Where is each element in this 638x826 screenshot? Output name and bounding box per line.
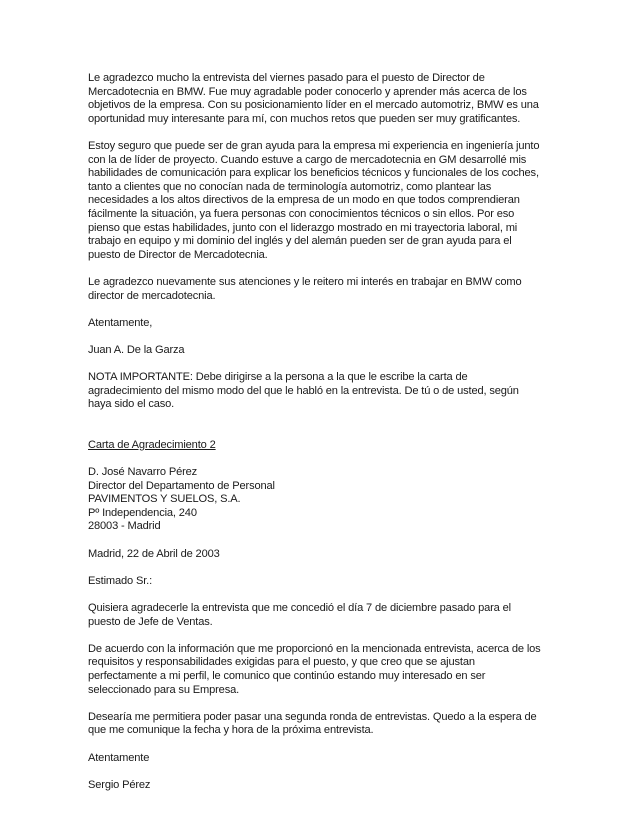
text-line: que me comunique la fecha y hora de la próxima entrevista.	[88, 724, 374, 737]
document-page	[88, 72, 566, 806]
section-heading: Carta de Agradecimiento 2	[88, 438, 216, 451]
address-line: D. José Navarro Pérez	[88, 466, 198, 479]
text-line: agradecimiento del mismo modo del que le habló en la entrevista. De tú o de usted, según	[88, 384, 519, 397]
text-line: Mercadotecnia en BMW. Fue muy agradable poder conocerlo y aprender más acerca de los	[88, 85, 527, 98]
text-line: pienso que estas habilidades, junto con el liderazgo mostrado en mi trayectoria laboral, mi	[88, 221, 518, 234]
salutation	[88, 575, 566, 589]
letter-date	[88, 548, 566, 562]
text-line: puesto de Jefe de Ventas.	[88, 615, 213, 628]
recipient-address	[88, 466, 566, 534]
text-line: trabajo en equipo y mi dominio del inglés y del alemán pueden ser de gran ayuda para el	[88, 235, 512, 248]
text-line: objetivos de la empresa. Con su posicionamiento líder en el mercado automotriz, BMW es una	[88, 99, 539, 112]
text-line: Le agradezco mucho la entrevista del viernes pasado para el puesto de Director de	[88, 72, 485, 84]
text-line: necesidades a los altos directivos de la empresa de un modo en que todos comprendieran	[88, 194, 520, 207]
text-line: Desearía me permitiera poder pasar una segunda ronda de entrevistas. Quedo a la espera de	[88, 710, 537, 723]
letter1-paragraph-2	[88, 140, 566, 262]
text-line: habilidades de comunicación para explicar los beneficios técnicos y funcionales de los coches,	[88, 167, 539, 180]
address-line: 28003 - Madrid	[88, 520, 161, 533]
letter2-signature	[88, 779, 566, 793]
text-line: Atentamente,	[88, 316, 153, 329]
address-line: PAVIMENTOS Y SUELOS, S.A.	[88, 493, 241, 506]
letter2-closing	[88, 752, 566, 766]
text-line: Le agradezco nuevamente sus atenciones y le reitero mi interés en trabajar en BMW como	[88, 275, 522, 288]
text-line: fácilmente la situación, ya fuera personas con conocimientos técnicos o sin ellos. Por eso	[88, 207, 515, 220]
text-line: Estoy seguro que puede ser de gran ayuda para la empresa mi experiencia en ingeniería junto	[88, 139, 540, 152]
text-line: Sergio Pérez	[88, 778, 151, 791]
text-line: tanto a clientes que no conocían nada de terminología automotriz, como plantear las	[88, 180, 492, 193]
text-line: seleccionado para su Empresa.	[88, 683, 240, 696]
text-line: Quisiera agradecerle la entrevista que me concedió el día 7 de diciembre pasado para el	[88, 601, 511, 614]
important-note	[88, 371, 566, 412]
text-line: requisitos y responsabilidades exigidas para el puesto, y que creo que se ajustan	[88, 656, 475, 669]
text-line: perfectamente a mi perfil, le comunico que continúo estando muy interesado en ser	[88, 669, 486, 682]
text-line: Juan A. De la Garza	[88, 343, 185, 356]
text-line: De acuerdo con la información que me proporcionó en la mencionada entrevista, acerca de los	[88, 642, 541, 655]
text-line: oportunidad muy interesante para mí, con muchos retos que pueden ser muy gratificantes.	[88, 112, 521, 125]
letter2-paragraph-1	[88, 602, 566, 629]
address-line: Pº Independencia, 240	[88, 506, 197, 519]
letter1-closing	[88, 317, 566, 331]
text-line: director de mercadotecnia.	[88, 289, 216, 302]
letter1-paragraph-3	[88, 276, 566, 303]
text-line: Estimado Sr.:	[88, 574, 153, 587]
address-line: Director del Departamento de Personal	[88, 479, 275, 492]
text-line: con la de líder de proyecto. Cuando estuve a cargo de mercadotecnia en GM desarrollé mis	[88, 153, 527, 166]
letter2-paragraph-3	[88, 711, 566, 738]
text-line: haya sido el caso.	[88, 398, 175, 411]
text-line: Madrid, 22 de Abril de 2003	[88, 547, 220, 560]
letter2-heading	[88, 439, 566, 453]
letter2-paragraph-2	[88, 643, 566, 697]
text-line: puesto de Director de Mercadotecnia.	[88, 248, 268, 261]
text-line: NOTA IMPORTANTE: Debe dirigirse a la persona a la que le escribe la carta de	[88, 371, 468, 384]
text-line: Atentamente	[88, 751, 150, 764]
letter1-paragraph-1	[88, 72, 566, 126]
letter1-signature	[88, 344, 566, 358]
